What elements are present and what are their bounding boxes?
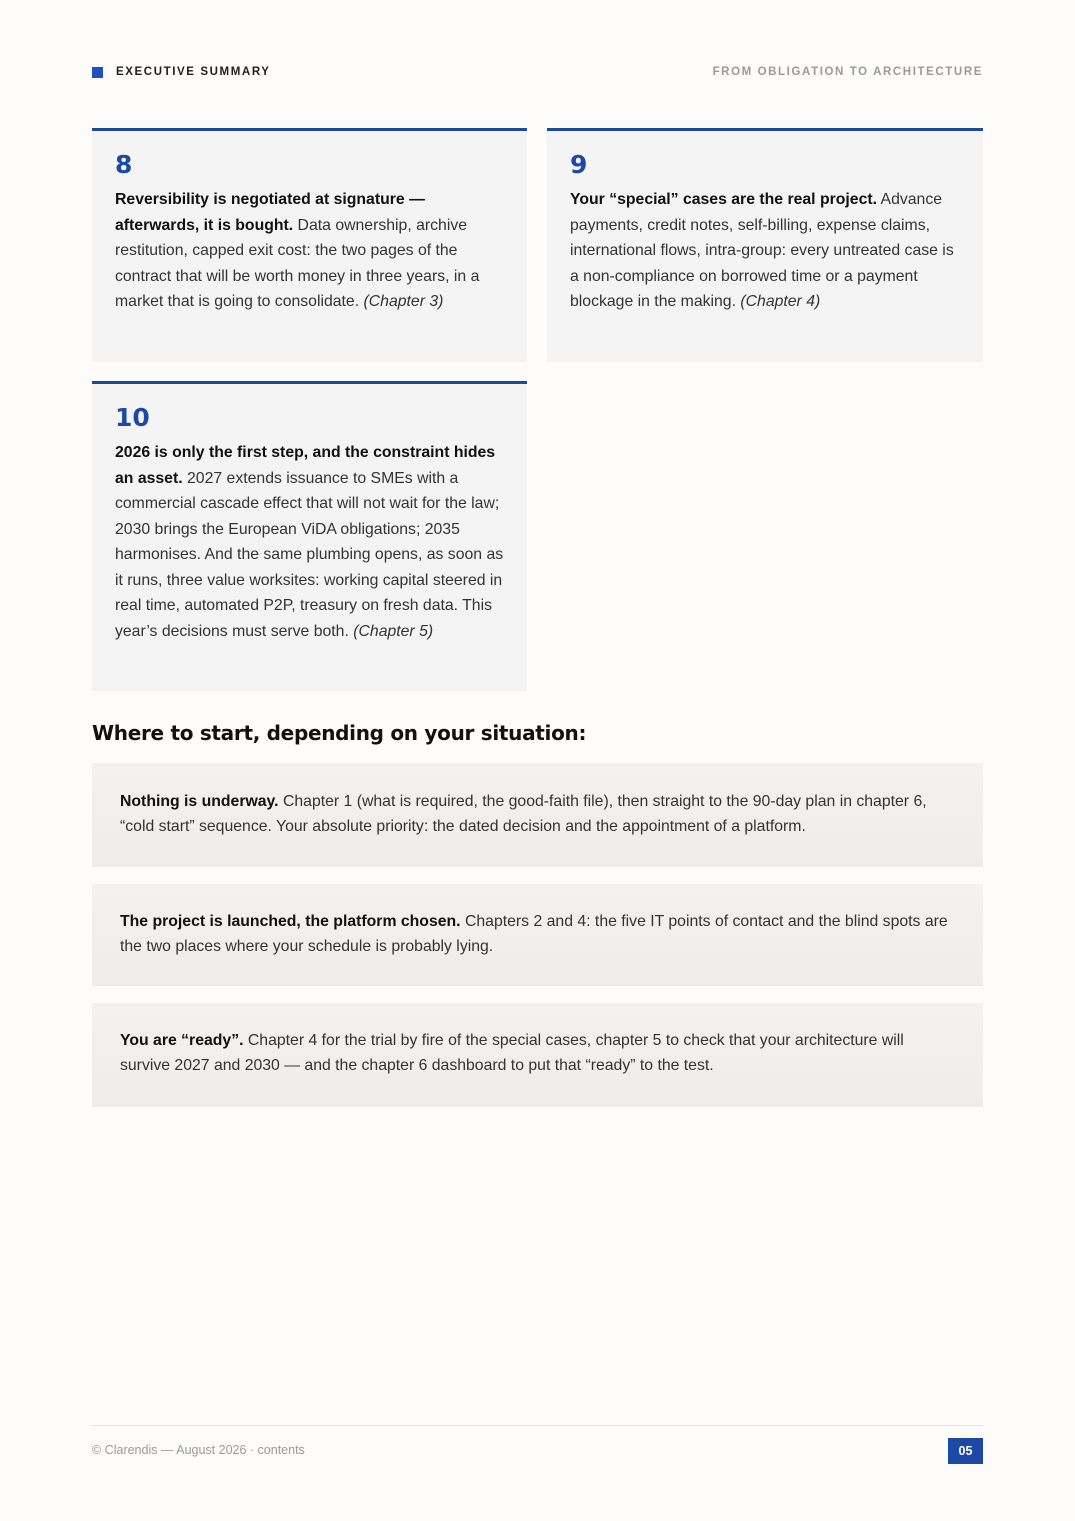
card-number: 9 [570,150,588,179]
situation-body: Chapter 4 for the trial by fire of the special cases, chapter 5 to check that your architecture will survive 2027 and 2030 — and the chapter 6 dashboard to put that “ready” to the test. [120,1032,904,1074]
situation-lead: The project is launched, the platform chosen. [120,913,461,930]
situations-heading: Where to start, depending on your situation: [92,721,587,745]
situation-box-ready [92,1003,983,1107]
situation-lead: You are “ready”. [120,1032,244,1049]
section-label [92,66,271,78]
footer-divider [92,1425,983,1426]
card-text [570,187,960,315]
card-text [115,440,504,644]
situation-box-nothing-underway [92,763,983,867]
card-lead: Your “special” cases are the real project. [570,191,878,208]
situation-box-project-launched [92,884,983,986]
chapter-reference: (Chapter 3) [363,293,444,310]
card-body: Advance payments, credit notes, self-billing, expense claims, international flows, intra-group: every untreated case is a non-compliance on borrowed time or a payment blockage in the making. [570,191,954,310]
takeaway-card-10 [92,381,527,691]
situation-body: Chapter 1 (what is required, the good-faith file), then straight to the 90-day plan in chapter 6, “cold start” sequence. Your absolute priority: the dated decision and the appointment of a platform. [120,793,927,835]
situation-body: Chapters 2 and 4: the five IT points of contact and the blind spots are the two places where your schedule is probably lying. [120,913,948,955]
card-number: 8 [115,150,133,179]
section-marker-icon [92,67,103,78]
footer-copyright: © Clarendis — August 2026 · contents [92,1443,305,1457]
takeaway-card-9 [547,128,983,362]
chapter-reference: (Chapter 4) [740,293,821,310]
situation-lead: Nothing is underway. [120,793,279,810]
card-body: Data ownership, archive restitution, capped exit cost: the two pages of the contract that will be worth money in three years, in a market that is going to consolidate. [115,216,480,310]
card-number: 10 [115,403,150,432]
card-body: 2027 extends issuance to SMEs with a commercial cascade effect that will not wait for the law; 2030 brings the European ViDA obligations; 2035 harmonises. And the same plumbing opens, as soon as it runs, three value worksites: working capital steered in real time, automated P2P, treasury on fresh data. This year’s decisions must serve both. [115,469,504,640]
card-text [115,187,504,315]
takeaway-card-8 [92,128,527,362]
card-lead: Reversibility is negotiated at signature — afterwards, it is bought. [115,191,425,234]
card-lead: 2026 is only the first step, and the constraint hides an asset. [115,444,496,487]
page-header [92,66,983,78]
page-number: 05 [948,1438,983,1464]
chapter-reference: (Chapter 5) [353,622,434,640]
document-title: FROM OBLIGATION TO ARCHITECTURE [712,66,983,78]
section-title: EXECUTIVE SUMMARY [116,66,271,78]
